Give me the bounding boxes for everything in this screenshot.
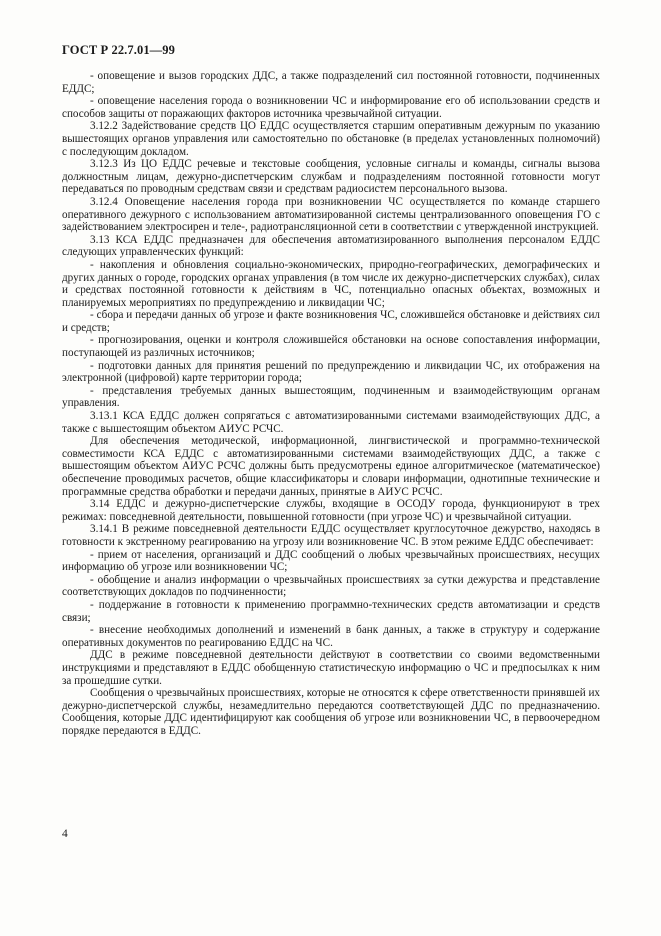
paragraph: 3.13.1 КСА ЕДДС должен сопрягаться с автоматизированными системами взаимодействующих ДДС, а также с вышестоящим объектом АИУС РСЧС. [62, 410, 600, 435]
page-number: 4 [62, 828, 68, 840]
paragraph: 3.14.1 В режиме повседневной деятельности ЕДДС осуществляет круглосуточное дежурство, находясь в готовности к экстренному реагированию на угрозу или возникновение ЧС. В этом режиме ЕДДС обеспечивает: [62, 523, 600, 548]
paragraph: - оповещение населения города о возникновении ЧС и информирование его об использовании средств и способов защиты от поражающих факторов источника чрезвычайной ситуации. [62, 95, 600, 120]
paragraph: - подготовки данных для принятия решений по предупреждению и ликвидации ЧС, их отображения на электронной (цифровой) карте территории города; [62, 359, 600, 385]
paragraph: - прогнозирования, оценки и контроля сложившейся обстановки на основе сопоставления информации, поступающей из различных источников; [62, 334, 600, 360]
paragraph: - представления требуемых данных вышестоящим, подчиненным и взаимодействующим органам управления. [62, 384, 600, 410]
paragraph: Для обеспечения методической, информационной, лингвистической и программно-технической совместимости КСА ЕДДС с автоматизированными системами взаимодействующих ДДС, а также с вышестоящим объектом АИУС РСЧС должны быть предусмотрены единое алгоритмическое (математическое) обеспечение проводимых расчетов, общие классификаторы и словари информации, однотипные технические и программные средства обработки и передачи данных, принятые в АИУС РСЧС. [62, 435, 600, 498]
paragraph: 3.14 ЕДДС и дежурно-диспетчерские службы, входящие в ОСОДУ города, функционируют в трех режимах: повседневной деятельности, повышенной готовности (при угрозе ЧС) и чрезвычайной ситуации. [62, 498, 600, 523]
paragraph: - обобщение и анализ информации о чрезвычайных происшествиях за сутки дежурства и представление соответствующих докладов по подчиненности; [62, 573, 600, 599]
paragraph: - накопления и обновления социально-экономических, природно-географических, демографических и других данных о городе, городских органах управления (в том числе их дежурно-диспетчерских службах), силах и средствах постоянной готовности к действиям в ЧС, потенциально опасных объектах, возможных и планируемых мероприятиях по предупреждению и ликвидации ЧС; [62, 258, 600, 309]
paragraph: 3.12.4 Оповещение населения города при возникновении ЧС осуществляется по команде старшего оперативного дежурного с использованием автоматизированной системы централизованного оповещения ГО с задействованием электросирен и теле-, радиотрансляционной сети в соответствии с утвержденной инструкцией. [62, 195, 600, 234]
paragraph: 3.12.3 Из ЦО ЕДДС речевые и текстовые сообщения, условные сигналы и команды, сигналы вызова должностным лицам, дежурно-диспетчерским службам и подразделениям постоянной готовности могут передаваться по проводным средствам связи и средствам радиосистем персонального вызова. [62, 158, 600, 196]
paragraph: - внесение необходимых дополнений и изменений в банк данных, а также в структуру и содержание оперативных документов по реагированию ЕДДС на ЧС. [62, 624, 600, 649]
document-body [62, 70, 600, 737]
paragraph: Сообщения о чрезвычайных происшествиях, которые не относятся к сфере ответственности принявшей их дежурно-диспетчерской службы, незамедлительно передаются соответствующей ДДС по предназначению. Сообщения, которые ДДС идентифицируют как сообщения об угрозе или возникновении ЧС, в первоочередном порядке передаются в ЕДДС. [62, 687, 600, 737]
paragraph: 3.12.2 Задействование средств ЦО ЕДДС осуществляется старшим оперативным дежурным по указанию вышестоящих органов управления или самостоятельно по обстановке (в пределах установленных полномочий) с последующим докладом. [62, 120, 600, 158]
paragraph: - поддержание в готовности к применению программно-технических средств автоматизации и средств связи; [62, 598, 600, 624]
paragraph: 3.13 КСА ЕДДС предназначен для обеспечения автоматизированного выполнения персоналом ЕДДС следующих управленческих функций: [62, 233, 600, 259]
paragraph: - прием от населения, организаций и ДДС сообщений о любых чрезвычайных происшествиях, несущих информацию об угрозе или возникновении ЧС; [62, 548, 600, 574]
paragraph: - сбора и передачи данных об угрозе и факте возникновения ЧС, сложившейся обстановке и действиях сил и средств; [62, 309, 600, 334]
paragraph: ДДС в режиме повседневной деятельности действуют в соответствии со своими ведомственными инструкциями и представляют в ЕДДС обобщенную статистическую информацию о ЧС и предпосылках к ним за прошедшие сутки. [62, 649, 600, 687]
paragraph: - оповещение и вызов городских ДДС, а также подразделений сил постоянной готовности, подчиненных ЕДДС; [62, 70, 600, 95]
document-id-header: ГОСТ Р 22.7.01—99 [62, 43, 175, 57]
